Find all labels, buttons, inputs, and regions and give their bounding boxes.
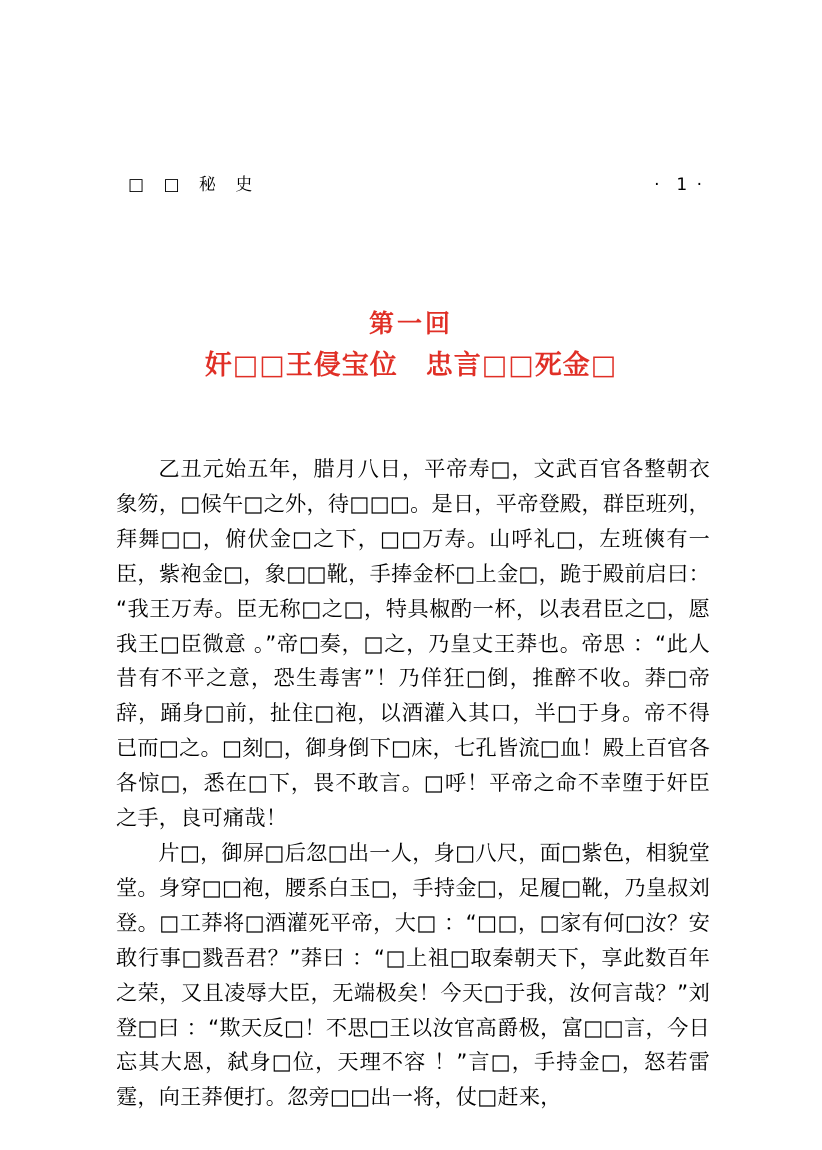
page-number: · 1 · bbox=[654, 175, 704, 195]
paragraph: 乙丑元始五年，腊月八日，平帝寿□，文武百官各整朝衣象笏，□候午□之外，待□□□。是日，平帝登殿，群臣班列，拜舞□□，俯伏金□之下，□□万寿。山呼礼□，左班傸有一臣，紫袍金□，象□□靴，手捧金杯□上金□，跪于殿前启曰：“我王万寿。臣无称□之□，特具椒酌一杯，以表君臣之□，愿我王□臣微意 。”帝□奏，□之，乃皇丈王莽也。帝思 ：“此人昔有不平之意，恐生毒害”！乃佯狂□倒，推醉不收。莽□帝辞，踊身□前，扯住□袍，以酒灌入其口，半□于身。帝不得已而□之。□刻□，御身倒下□床，七孔皆流□血！殿上百官各各惊□，悉在□下，畏不敢言。□呼！平帝之命不幸堕于奸臣之手，良可痛哉！ bbox=[116, 456, 710, 831]
chapter-heading bbox=[0, 308, 822, 383]
book-title: □ □ 秘 史 bbox=[128, 175, 260, 195]
running-head bbox=[128, 170, 704, 200]
body-text bbox=[116, 452, 710, 1115]
paragraph: 片□，御屏□后忽□出一人，身□八尺，面□紫色，相貌堂堂。身穿□□袍，腰系白玉□，手持金□，足履□靴，乃皇叔刘登。□工莽将□酒灌死平帝，大□ ：“□□，□家有何□汝？安敢行事□戮吾君？”莽曰 ：“□上祖□取秦朝天下，享此数百年之荣，又且凌辱大臣，无端极矣！今天□于我，汝何言哉？”刘登□曰 ：“欺天反□！不思□王以汝官高爵极，富□□言，今日忘其大恩，弑身□位，天理不容 ！”言□，手持金□，怒若雷霆，向王莽便打。忽旁□□出一将，仗□赶来， bbox=[116, 839, 710, 1110]
chapter-couplet: 奸□□王侵宝位 忠言□□死金□ bbox=[204, 350, 618, 382]
chapter-number: 第一回 bbox=[368, 309, 453, 338]
